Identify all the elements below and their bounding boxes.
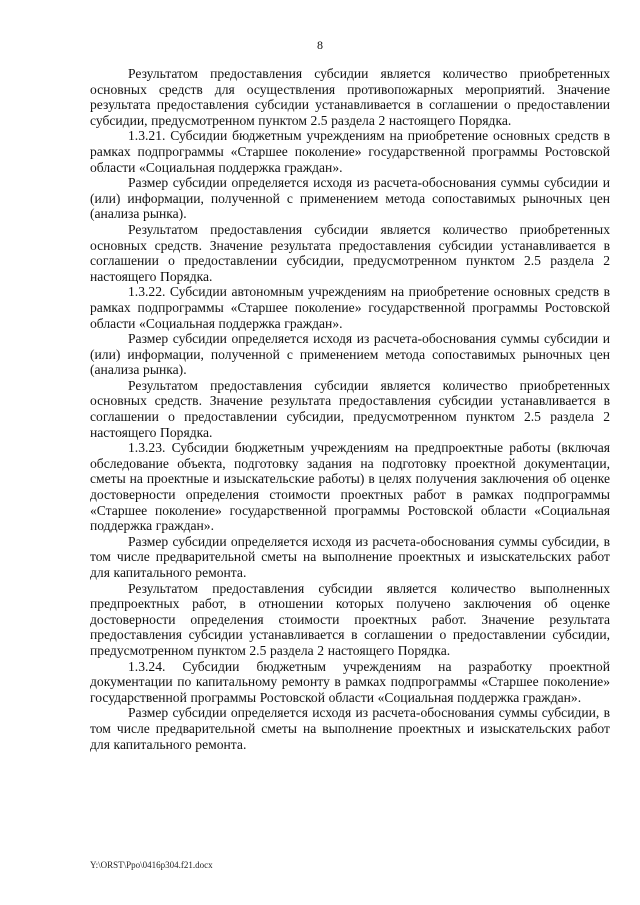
paragraph-1-3-21-amount: Размер субсидии определяется исходя из расчета-обоснования суммы субсидии и (или) информации, полученной с применением метода сопоставимых рыночных цен (анализа рынка). <box>90 175 610 222</box>
document-body <box>90 66 610 752</box>
paragraph-1-3-23: 1.3.23. Субсидии бюджетным учреждениям на предпроектные работы (включая обследование объекта, подготовку задания на подготовку проектной документации, сметы на проектные и изыскательские работы) в целях получения заключения об оценке достоверности определения стоимости проектных работ в рамках подпрограммы «Старшее поколение» государственной программы Ростовской области «Социальная поддержка граждан». <box>90 440 610 534</box>
paragraph-1-3-22: 1.3.22. Субсидии автономным учреждениям на приобретение основных средств в рамках подпрограммы «Старшее поколение» государственной программы Ростовской области «Социальная поддержка граждан». <box>90 284 610 331</box>
paragraph-1-3-22-amount: Размер субсидии определяется исходя из расчета-обоснования суммы субсидии и (или) информации, полученной с применением метода сопоставимых рыночных цен (анализа рынка). <box>90 331 610 378</box>
paragraph-1-3-23-result: Результатом предоставления субсидии является количество выполненных предпроектных работ, в отношении которых получено заключения об оценке достоверности определения стоимости проектных работ. Значение результата предоставления субсидии устанавливается в соглашении о предоставлении субсидии, предусмотренном пунктом 2.5 раздела 2 настоящего Порядка. <box>90 580 610 658</box>
page-number: 8 <box>317 38 323 52</box>
paragraph-1-3-24: 1.3.24. Субсидии бюджетным учреждениям на разработку проектной документации по капитальному ремонту в рамках подпрограммы «Старшее поколение» государственной программы Ростовской области «Социальная поддержка граждан». <box>90 658 610 705</box>
paragraph-1-3-23-amount: Размер субсидии определяется исходя из расчета-обоснования суммы субсидии, в том числе предварительной сметы на выполнение проектных и изыскательских работ для капитального ремонта. <box>90 533 610 580</box>
footer-file-path: Y:\ORST\Ppo\0416p304.f21.docx <box>90 860 213 870</box>
paragraph-1-3-21: 1.3.21. Субсидии бюджетным учреждениям на приобретение основных средств в рамках подпрограммы «Старшее поколение» государственной программы Ростовской области «Социальная поддержка граждан». <box>90 128 610 175</box>
paragraph-result-fire-safety: Результатом предоставления субсидии является количество приобретенных основных средств для осуществления противопожарных мероприятий. Значение результата предоставления субсидии устанавливается в соглашении о предоставлении субсидии, предусмотренном пунктом 2.5 раздела 2 настоящего Порядка. <box>90 66 610 128</box>
paragraph-1-3-24-amount: Размер субсидии определяется исходя из расчета-обоснования суммы субсидии, в том числе предварительной сметы на выполнение проектных и изыскательских работ для капитального ремонта. <box>90 705 610 752</box>
paragraph-1-3-22-result: Результатом предоставления субсидии является количество приобретенных основных средств. Значение результата предоставления субсидии устанавливается в соглашении о предоставлении субсидии, предусмотренном пунктом 2.5 раздела 2 настоящего Порядка. <box>90 377 610 440</box>
paragraph-1-3-21-result: Результатом предоставления субсидии является количество приобретенных основных средств. Значение результата предоставления субсидии устанавливается в соглашении о предоставлении субсидии, предусмотренном пунктом 2.5 раздела 2 настоящего Порядка. <box>90 221 610 284</box>
